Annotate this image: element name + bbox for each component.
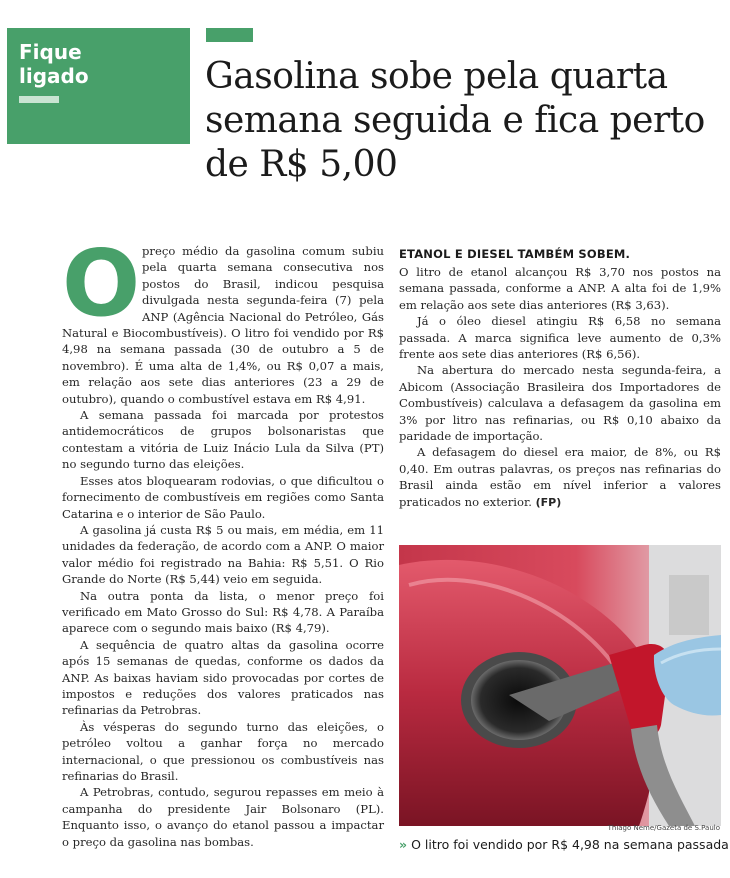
headline: Gasolina sobe pela quarta semana seguida e fica perto de R$ 5,00: [205, 56, 705, 185]
photo-credit: Thiago Neme/Gazeta de S.Paulo: [607, 824, 720, 832]
agency-credit: (FP): [535, 495, 562, 509]
section-label: [19, 40, 139, 88]
fuel-pump-photo: [399, 545, 721, 826]
section-label-line1: Fique: [19, 40, 82, 64]
caption-text: O litro foi vendido por R$ 4,98 na semana passada: [411, 837, 729, 852]
paragraph: preço médio da gasolina comum subiu pela quarta semana consecutiva nos postos do Brasil, indicou pesquisa divulgada nesta segunda-feira (7) pela ANP (Agência Nacional do Petróleo, Gás Natural e Biocombustíveis). O litro foi vendido por R$ 4,98 na semana passada (30 de outubro a 5 de novembro). É uma alta de 1,4%, ou R$ 0,07 a mais, em relação aos sete dias anteriores (23 a 29 de outubro), quando o combustível estava em R$ 4,91.: [62, 244, 384, 406]
paragraph: Na outra ponta da lista, o menor preço foi verificado em Mato Grosso do Sul: R$ 4,78. A Paraíba aparece com o segundo mais baixo (R$ 4,79).: [62, 588, 384, 636]
paragraph: A gasolina já custa R$ 5 ou mais, em média, em 11 unidades da federação, de acordo com a ANP. O maior valor médio foi registrado na Bahia: R$ 5,51. O Rio Grande do Norte (R$ 5,44) veio em seguida.: [62, 522, 384, 587]
paragraph: Esses atos bloquearam rodovias, o que dificultou o fornecimento de combustíveis em regiões como Santa Catarina e o interior de São Paulo.: [62, 473, 384, 521]
right-column: [399, 247, 721, 511]
paragraph: [399, 444, 721, 511]
section-tag: [7, 28, 190, 144]
left-column: [62, 230, 384, 850]
double-chevron-icon: »: [399, 837, 408, 852]
section-label-line2: ligado: [19, 64, 89, 88]
paragraph: Já o óleo diesel atingiu R$ 6,58 no semana passada. A marca significa leve aumento de 0,3% frente aos sete dias anteriores (R$ 6,56).: [399, 314, 721, 362]
paragraph: A semana passada foi marcada por protestos antidemocráticos de grupos bolsonaristas que contestam a vitória de Luiz Inácio Lula da Silva (PT) no segundo turno das eleições.: [62, 408, 384, 472]
subhead: ETANOL E DIESEL TAMBÉM SOBEM.: [399, 247, 631, 261]
dropcap: O: [62, 230, 141, 337]
paragraph-text: A defasagem do diesel era maior, de 8%, ou R$ 0,40. Em outras palavras, os preços nas refinarias do Brasil ainda estão em nível inferior a valores praticados no exterior.: [399, 445, 721, 509]
paragraph: Às vésperas do segundo turno das eleições, o petróleo voltou a ganhar força no mercado internacional, o que pressionou os combustíveis nas refinarias do Brasil.: [62, 719, 384, 783]
paragraph: A sequência de quatro altas da gasolina ocorre após 15 semanas de quedas, conforme os dados da ANP. As baixas haviam sido provocadas por cortes de impostos e reduções dos valores praticados nas refinarias da Petrobras.: [62, 637, 384, 718]
paragraph: O litro de etanol alcançou R$ 3,70 nos postos na semana passada, conforme a ANP. A alta foi de 1,9% em relação aos sete dias anteriores (R$ 3,63).: [399, 265, 721, 312]
headline-accent-bar: [206, 28, 253, 42]
photo-caption: [399, 837, 729, 853]
section-underline: [19, 96, 59, 103]
paragraph: A Petrobras, contudo, segurou repasses em meio à campanha do presidente Jair Bolsonaro (PL). Enquanto isso, o avanço do etanol passou a impactar o preço da gasolina nas bombas.: [62, 785, 384, 849]
paragraph: Na abertura do mercado nesta segunda-feira, a Abicom (Associação Brasileira dos Importadores de Combustíveis) calculava a defasagem da gasolina em 3% por litro nas refinarias, ou R$ 0,10 abaixo da paridade de importação.: [399, 363, 721, 444]
